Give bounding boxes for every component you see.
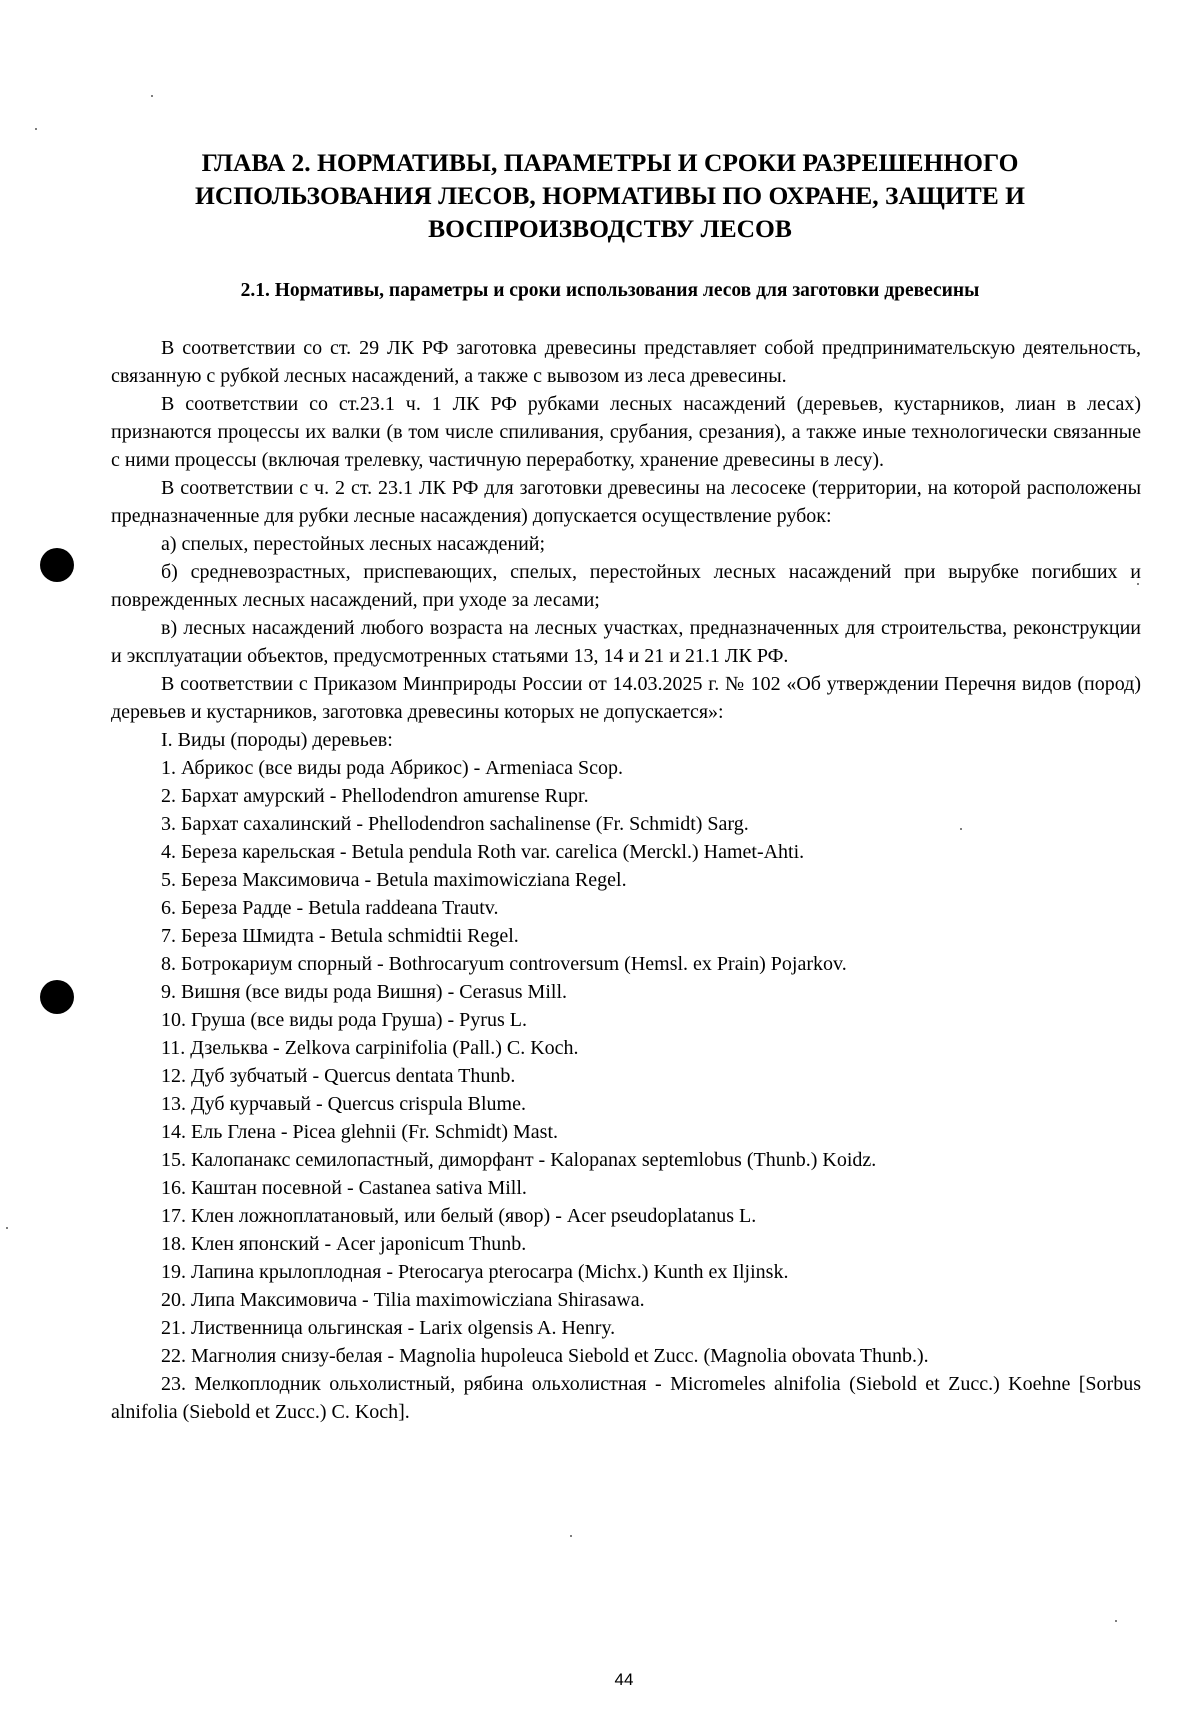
chapter-title-line: ВОСПРОИЗВОДСТВУ ЛЕСОВ <box>428 214 792 243</box>
chapter-title <box>110 146 1110 245</box>
list-item: 10. Груша (все виды рода Груша) - Pyrus L. <box>161 1009 527 1031</box>
document-body <box>111 334 1141 1426</box>
scan-speck <box>1115 1620 1117 1622</box>
list-item: 13. Дуб курчавый - Quercus crispula Blume. <box>161 1093 526 1115</box>
list-item: 7. Береза Шмидта - Betula schmidtii Regel. <box>161 925 519 947</box>
chapter-title-line: ГЛАВА 2. НОРМАТИВЫ, ПАРАМЕТРЫ И СРОКИ РАЗРЕШЕННОГО <box>201 148 1019 177</box>
scan-speck <box>35 128 37 130</box>
list-item: 8. Ботрокариум спорный - Bothrocaryum controversum (Hemsl. ex Prain) Pojarkov. <box>161 953 847 975</box>
paragraph: В соответствии с Приказом Минприроды России от 14.03.2025 г. № 102 «Об утверждении Перечня видов (пород) деревьев и кустарников, заготовка древесины которых не допускается»: <box>111 673 1141 723</box>
paragraph: В соответствии со ст.23.1 ч. 1 ЛК РФ рубками лесных насаждений (деревьев, кустарников, лиан в лесах) признаются процессы их валки (в том числе спиливания, срубания, срезания), а также иные технологически связанные с ними процессы (включая трелевку, частичную переработку, хранение древесины в лесу). <box>111 393 1141 471</box>
paragraph-item-b: б) средневозрастных, приспевающих, спелых, перестойных лесных насаждений при вырубке погибших и поврежденных лесных насаждений, при уходе за лесами; <box>111 561 1141 611</box>
paragraph-item-c: в) лесных насаждений любого возраста на лесных участках, предназначенных для строительства, реконструкции и эксплуатации объектов, предусмотренных статьями 13, 14 и 21 и 21.1 ЛК РФ. <box>111 617 1141 667</box>
list-item: 5. Береза Максимовича - Betula maximowicziana Regel. <box>161 869 627 891</box>
list-item: 23. Мелкоплодник ольхолистный, рябина ольхолистная - Micromeles alnifolia (Siebold et Zucc.) Koehne [Sorbus alnifolia (Siebold et Zucc.) C. Koch]. <box>111 1373 1141 1423</box>
list-item: 2. Бархат амурский - Phellodendron amurense Rupr. <box>161 785 589 807</box>
scan-speck <box>6 1227 8 1229</box>
list-item: 3. Бархат сахалинский - Phellodendron sachalinense (Fr. Schmidt) Sarg. <box>161 813 749 835</box>
list-item: 22. Магнолия снизу-белая - Magnolia hupoleuca Siebold et Zucc. (Magnolia obovata Thunb.). <box>161 1345 929 1367</box>
page-number: 44 <box>614 1670 634 1689</box>
list-item: 6. Береза Радде - Betula raddeana Trautv. <box>161 897 499 919</box>
list-heading: I. Виды (породы) деревьев: <box>161 729 393 751</box>
list-item: 21. Лиственница ольгинская - Larix olgensis A. Henry. <box>161 1317 616 1339</box>
list-item: 12. Дуб зубчатый - Quercus dentata Thunb. <box>161 1065 516 1087</box>
paragraph-item-a: а) спелых, перестойных лесных насаждений; <box>161 533 546 555</box>
list-item: 4. Береза карельская - Betula pendula Roth var. carelica (Merckl.) Hamet-Ahti. <box>161 841 805 863</box>
punch-hole-bottom <box>40 980 74 1014</box>
list-item: 17. Клен ложноплатановый, или белый (явор) - Acer pseudoplatanus L. <box>161 1205 757 1227</box>
punch-hole-top <box>40 548 74 582</box>
chapter-title-line: ИСПОЛЬЗОВАНИЯ ЛЕСОВ, НОРМАТИВЫ ПО ОХРАНЕ, ЗАЩИТЕ И <box>195 181 1025 210</box>
species-list <box>111 754 1141 1426</box>
list-item: 20. Липа Максимовича - Tilia maximowicziana Shirasawa. <box>161 1289 645 1311</box>
paragraph: В соответствии со ст. 29 ЛК РФ заготовка древесины представляет собой предпринимательскую деятельность, связанную с рубкой лесных насаждений, а также с вывозом из леса древесины. <box>111 337 1141 387</box>
scan-speck <box>570 1535 572 1537</box>
list-item: 15. Калопанакс семилопастный, диморфант - Kalopanax septemlobus (Thunb.) Koidz. <box>161 1149 877 1171</box>
list-item: 18. Клен японский - Acer japonicum Thunb. <box>161 1233 527 1255</box>
list-item: 9. Вишня (все виды рода Вишня) - Cerasus Mill. <box>161 981 568 1003</box>
list-item: 16. Каштан посевной - Castanea sativa Mill. <box>161 1177 527 1199</box>
list-item: 19. Лапина крылоплодная - Pterocarya pterocarpa (Michx.) Kunth ex Iljinsk. <box>161 1261 789 1283</box>
list-item: 11. Дзельква - Zelkova carpinifolia (Pall.) C. Koch. <box>161 1037 579 1059</box>
scan-speck <box>151 95 153 97</box>
list-item: 1. Абрикос (все виды рода Абрикос) - Armeniaca Scop. <box>161 757 624 779</box>
section-title: 2.1. Нормативы, параметры и сроки использования лесов для заготовки древесины <box>240 280 980 301</box>
list-item: 14. Ель Глена - Picea glehnii (Fr. Schmidt) Mast. <box>161 1121 559 1143</box>
paragraph: В соответствии с ч. 2 ст. 23.1 ЛК РФ для заготовки древесины на лесосеке (территории, на которой расположены предназначенные для рубки лесные насаждения) допускается осуществление рубок: <box>111 477 1141 527</box>
